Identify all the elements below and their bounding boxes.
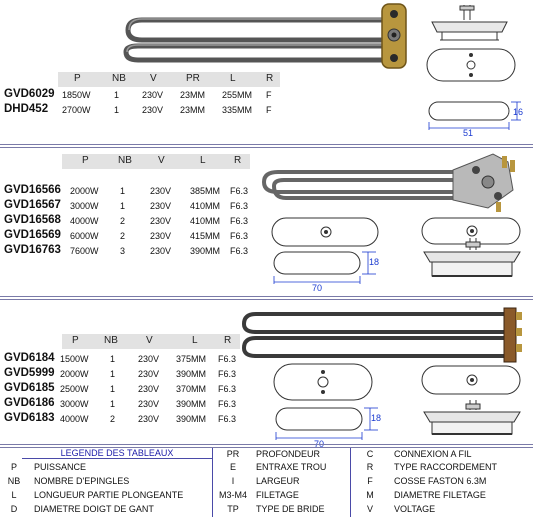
legend-label: DIAMETRE FILETAGE <box>394 490 486 500</box>
depth: 23MM <box>180 105 206 115</box>
product-code: DHD452 <box>4 103 49 115</box>
power: 7600W <box>70 246 99 256</box>
header-v: V <box>146 335 153 346</box>
header-nb: NB <box>104 335 118 346</box>
length: 370MM <box>176 384 207 394</box>
legend-label: VOLTAGE <box>394 504 436 514</box>
header-r: R <box>234 155 242 166</box>
legend-key: P <box>10 462 17 472</box>
connection-type: F6.3 <box>218 414 237 424</box>
product-code: GVD6185 <box>4 382 55 394</box>
table-row <box>4 382 250 397</box>
table-row <box>4 199 260 214</box>
length: 415MM <box>190 231 221 241</box>
voltage: 230V <box>150 246 172 256</box>
legend-label: CONNEXION A FIL <box>394 449 472 459</box>
header-p: P <box>72 335 79 346</box>
connection-type: F6.3 <box>230 216 249 226</box>
voltage: 230V <box>138 354 160 364</box>
legend-key: R <box>366 462 374 472</box>
table-header <box>62 154 250 169</box>
voltage: 230V <box>150 216 172 226</box>
connection-type: F6.3 <box>218 384 237 394</box>
pin-count: 1 <box>110 369 116 379</box>
dimension-drawing <box>272 250 384 292</box>
power: 3000W <box>60 399 89 409</box>
header-l: L <box>192 335 198 346</box>
heating-element-image <box>238 306 528 364</box>
table-row <box>4 367 250 382</box>
legend-key: D <box>10 504 18 514</box>
legend-key: L <box>11 490 17 500</box>
header-l: L <box>230 73 236 84</box>
table-row <box>4 88 304 103</box>
legend-key: M3-M4 <box>218 490 247 500</box>
connection-type: F <box>266 105 272 115</box>
voltage: 230V <box>142 105 164 115</box>
table-row <box>4 397 250 412</box>
length: 385MM <box>190 186 221 196</box>
legend-label: PROFONDEUR <box>256 449 321 459</box>
table-row <box>4 244 260 259</box>
pin-count: 2 <box>120 231 126 241</box>
product-section-1 <box>0 0 533 144</box>
header-v: V <box>158 155 165 166</box>
legend-key: V <box>366 504 373 514</box>
legend-key: F <box>367 476 373 486</box>
pin-count: 3 <box>120 246 126 256</box>
dim-height: 18 <box>371 413 382 423</box>
power: 2700W <box>62 105 91 115</box>
product-code: GVD16569 <box>4 229 61 241</box>
voltage: 230V <box>150 201 172 211</box>
voltage: 230V <box>150 231 172 241</box>
connection-type: F6.3 <box>230 231 249 241</box>
legend-label: FILETAGE <box>256 490 299 500</box>
legend-label: PUISSANCE <box>34 462 87 472</box>
header-r: R <box>266 73 274 84</box>
table-row <box>4 103 304 118</box>
legend-label: ENTRAXE TROU <box>256 462 327 472</box>
legend-key: M <box>366 490 374 500</box>
pin-count: 2 <box>120 216 126 226</box>
table-row <box>4 214 260 229</box>
voltage: 230V <box>150 186 172 196</box>
power: 2000W <box>70 186 99 196</box>
connection-type: F6.3 <box>218 354 237 364</box>
dim-width: 70 <box>312 283 323 292</box>
product-code: GVD6029 <box>4 88 55 100</box>
dim-height: 16 <box>513 107 524 117</box>
pin-count: 1 <box>120 201 126 211</box>
length: 390MM <box>190 246 221 256</box>
legend-label: COSSE FASTON 6.3M <box>394 476 487 486</box>
voltage: 230V <box>138 399 160 409</box>
section-divider <box>0 144 533 148</box>
heating-element-image <box>120 2 420 70</box>
voltage: 230V <box>142 90 164 100</box>
connection-type: F6.3 <box>230 201 249 211</box>
legend-key: E <box>229 462 236 472</box>
legend-key: PR <box>226 449 240 459</box>
header-p: P <box>82 155 89 166</box>
flange-top-view <box>425 45 517 85</box>
flange-top-view-small <box>420 362 524 398</box>
legend-table <box>0 448 533 517</box>
legend-label: DIAMETRE DOIGT DE GANT <box>34 504 154 514</box>
legend-divider <box>350 448 351 517</box>
flange-side-view <box>418 400 526 442</box>
pin-count: 1 <box>110 354 116 364</box>
header-nb: NB <box>112 73 126 84</box>
legend-label: LARGEUR <box>256 476 300 486</box>
header-l: L <box>200 155 206 166</box>
power: 3000W <box>70 201 99 211</box>
voltage: 230V <box>138 414 160 424</box>
power: 6000W <box>70 231 99 241</box>
legend-label: TYPE DE BRIDE <box>256 504 325 514</box>
header-r: R <box>224 335 232 346</box>
length: 410MM <box>190 216 221 226</box>
dimension-drawing <box>274 406 386 448</box>
dimension-drawing <box>425 98 527 138</box>
dim-height: 18 <box>369 257 380 267</box>
legend-divider <box>212 448 213 517</box>
pin-count: 1 <box>114 90 120 100</box>
legend-label: LONGUEUR PARTIE PLONGEANTE <box>34 490 184 500</box>
legend-key: I <box>231 476 235 486</box>
power: 4000W <box>70 216 99 226</box>
product-code: GVD6184 <box>4 352 55 364</box>
power: 2000W <box>60 369 89 379</box>
connection-type: F6.3 <box>218 369 237 379</box>
product-code: GVD6183 <box>4 412 55 424</box>
dim-width: 70 <box>314 439 325 448</box>
product-code: GVD16567 <box>4 199 61 211</box>
legend-title: LEGENDE DES TABLEAUX <box>22 448 212 459</box>
product-code: GVD5999 <box>4 367 55 379</box>
power: 2500W <box>60 384 89 394</box>
header-pr: PR <box>186 73 200 84</box>
header-nb: NB <box>118 155 132 166</box>
length: 390MM <box>176 369 207 379</box>
product-code: GVD16568 <box>4 214 61 226</box>
length: 335MM <box>222 105 253 115</box>
table-row <box>4 412 250 427</box>
pin-count: 1 <box>114 105 120 115</box>
table-row <box>4 229 260 244</box>
connection-type: F6.3 <box>230 186 249 196</box>
section-divider <box>0 296 533 300</box>
length: 255MM <box>222 90 253 100</box>
connection-type: F6.3 <box>230 246 249 256</box>
pin-count: 1 <box>120 186 126 196</box>
header-p: P <box>74 73 81 84</box>
legend-label: NOMBRE D'EPINGLES <box>34 476 130 486</box>
length: 410MM <box>190 201 221 211</box>
heating-element-image <box>258 150 526 220</box>
voltage: 230V <box>138 384 160 394</box>
product-section-3 <box>0 302 533 448</box>
product-section-2 <box>0 150 533 296</box>
length: 390MM <box>176 414 207 424</box>
depth: 23MM <box>180 90 206 100</box>
legend-key: TP <box>227 504 239 514</box>
length: 390MM <box>176 399 207 409</box>
table-header <box>62 334 240 349</box>
pin-count: 2 <box>110 414 116 424</box>
table-row <box>4 352 250 367</box>
power: 4000W <box>60 414 89 424</box>
power: 1850W <box>62 90 91 100</box>
legend-key: C <box>366 449 374 459</box>
power: 1500W <box>60 354 89 364</box>
flange-top-view <box>272 360 376 404</box>
voltage: 230V <box>138 369 160 379</box>
table-header <box>58 72 280 87</box>
product-code: GVD16763 <box>4 244 61 256</box>
product-code: GVD16566 <box>4 184 61 196</box>
legend-key: NB <box>7 476 21 486</box>
connection-type: F6.3 <box>218 399 237 409</box>
flange-side-view <box>418 236 526 290</box>
dim-width: 51 <box>463 128 474 138</box>
pin-count: 1 <box>110 399 116 409</box>
flange-top-view <box>270 216 382 250</box>
flange-side-view <box>422 2 517 44</box>
pin-count: 1 <box>110 384 116 394</box>
legend-label: TYPE RACCORDEMENT <box>394 462 498 472</box>
length: 375MM <box>176 354 207 364</box>
connection-type: F <box>266 90 272 100</box>
product-code: GVD6186 <box>4 397 55 409</box>
table-row <box>4 184 260 199</box>
header-v: V <box>150 73 157 84</box>
